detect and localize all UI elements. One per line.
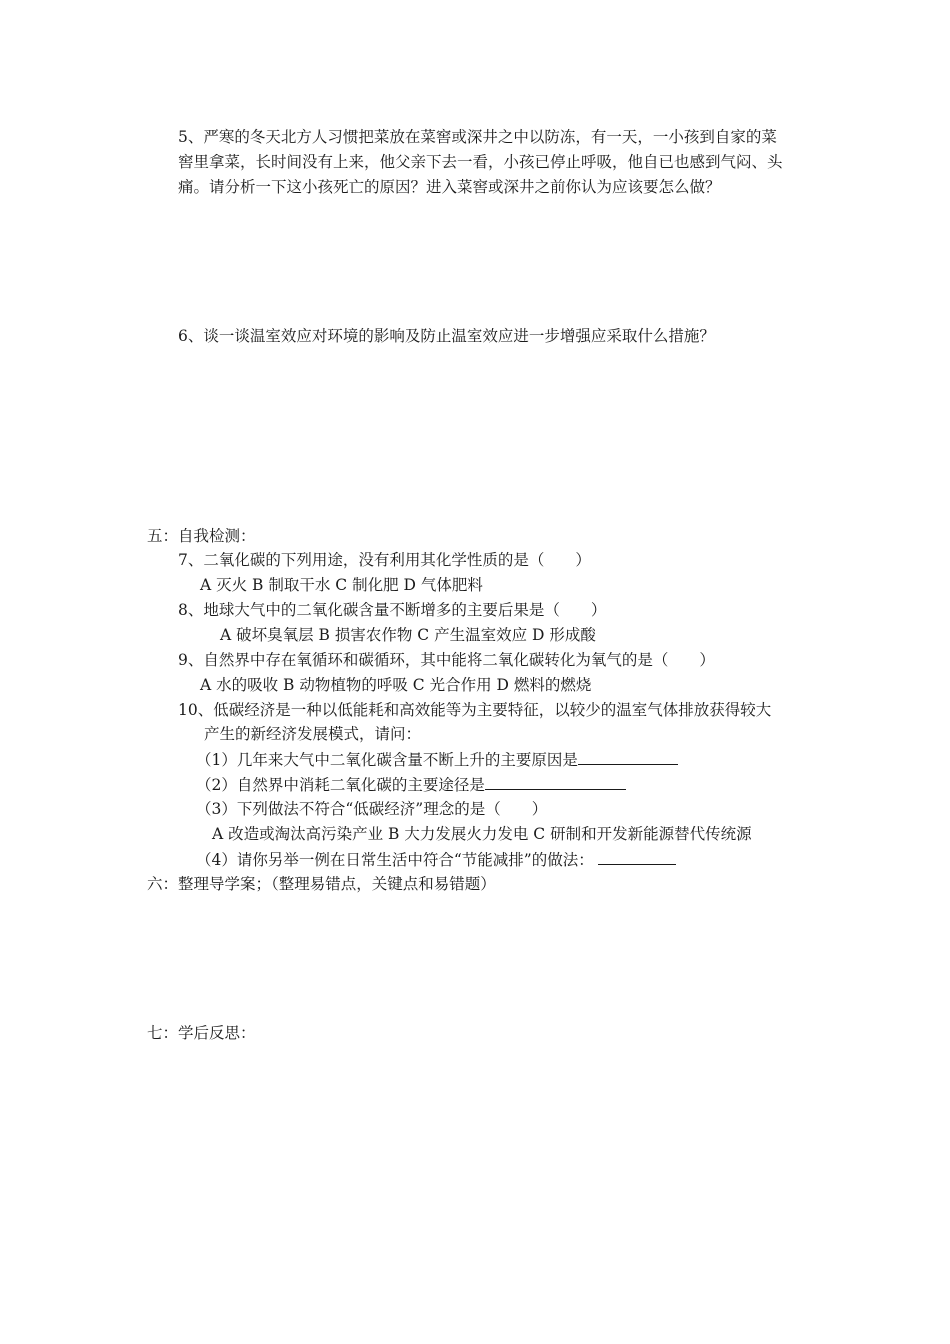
q5-line1: 5、严寒的冬天北方人习惯把菜放在菜窖或深井之中以防冻，有一天，一小孩到自家的菜 — [178, 128, 777, 146]
q5-line2: 窖里拿菜，长时间没有上来，他父亲下去一看，小孩已停止呼吸，他自已也感到气闷、头 — [178, 153, 783, 171]
q7-options: A 灭火 B 制取干水 C 制化肥 D 气体肥料 — [200, 576, 483, 594]
q10-sub1 — [196, 749, 678, 770]
q10-sub3-options: A 改造或淘汰高污染产业 B 大力发展火力发电 C 研制和开发新能源替代传统源 — [212, 825, 752, 843]
q10-sub4-answer-blank[interactable] — [598, 849, 676, 865]
q5-line3: 痛。请分析一下这小孩死亡的原因？进入菜窖或深井之前你认为应该要怎么做？ — [178, 178, 721, 196]
q10-stem-line2: 产生的新经济发展模式，请问： — [204, 725, 422, 743]
q10-sub3: （3）下列做法不符合“低碳经济”理念的是（ ） — [196, 800, 548, 818]
q7-stem: 7、二氧化碳的下列用途，没有利用其化学性质的是（ ） — [178, 551, 591, 569]
q6-line1: 6、谈一谈温室效应对环境的影响及防止温室效应进一步增强应采取什么措施？ — [178, 327, 715, 345]
q10-sub4-text: （4）请你另举一例在日常生活中符合“节能减排”的做法： — [196, 851, 594, 869]
q9-stem: 9、自然界中存在氧循环和碳循环，其中能将二氧化碳转化为氧气的是（ ） — [178, 651, 715, 669]
section5-heading: 五：自我检测： — [147, 527, 256, 545]
q9-options: A 水的吸收 B 动物植物的呼吸 C 光合作用 D 燃料的燃烧 — [200, 676, 592, 694]
q10-sub2-answer-blank[interactable] — [485, 774, 626, 790]
q10-sub2-text: （2）自然界中消耗二氧化碳的主要途径是 — [196, 776, 485, 794]
q10-sub1-answer-blank[interactable] — [578, 749, 678, 765]
q8-stem: 8、地球大气中的二氧化碳含量不断增多的主要后果是（ ） — [178, 601, 607, 619]
q10-sub4 — [196, 849, 676, 870]
q10-stem-line1: 10、低碳经济是一种以低能耗和高效能等为主要特征，以较少的温室气体排放获得较大 — [178, 701, 772, 719]
q8-options: A 破坏臭氧层 B 损害农作物 C 产生温室效应 D 形成酸 — [220, 626, 596, 644]
section7-heading: 七：学后反思： — [147, 1024, 256, 1042]
section6-heading: 六：整理导学案；（整理易错点，关键点和易错题） — [147, 875, 496, 893]
q10-sub2 — [196, 774, 626, 795]
q10-sub1-text: （1）几年来大气中二氧化碳含量不断上升的主要原因是 — [196, 751, 578, 769]
